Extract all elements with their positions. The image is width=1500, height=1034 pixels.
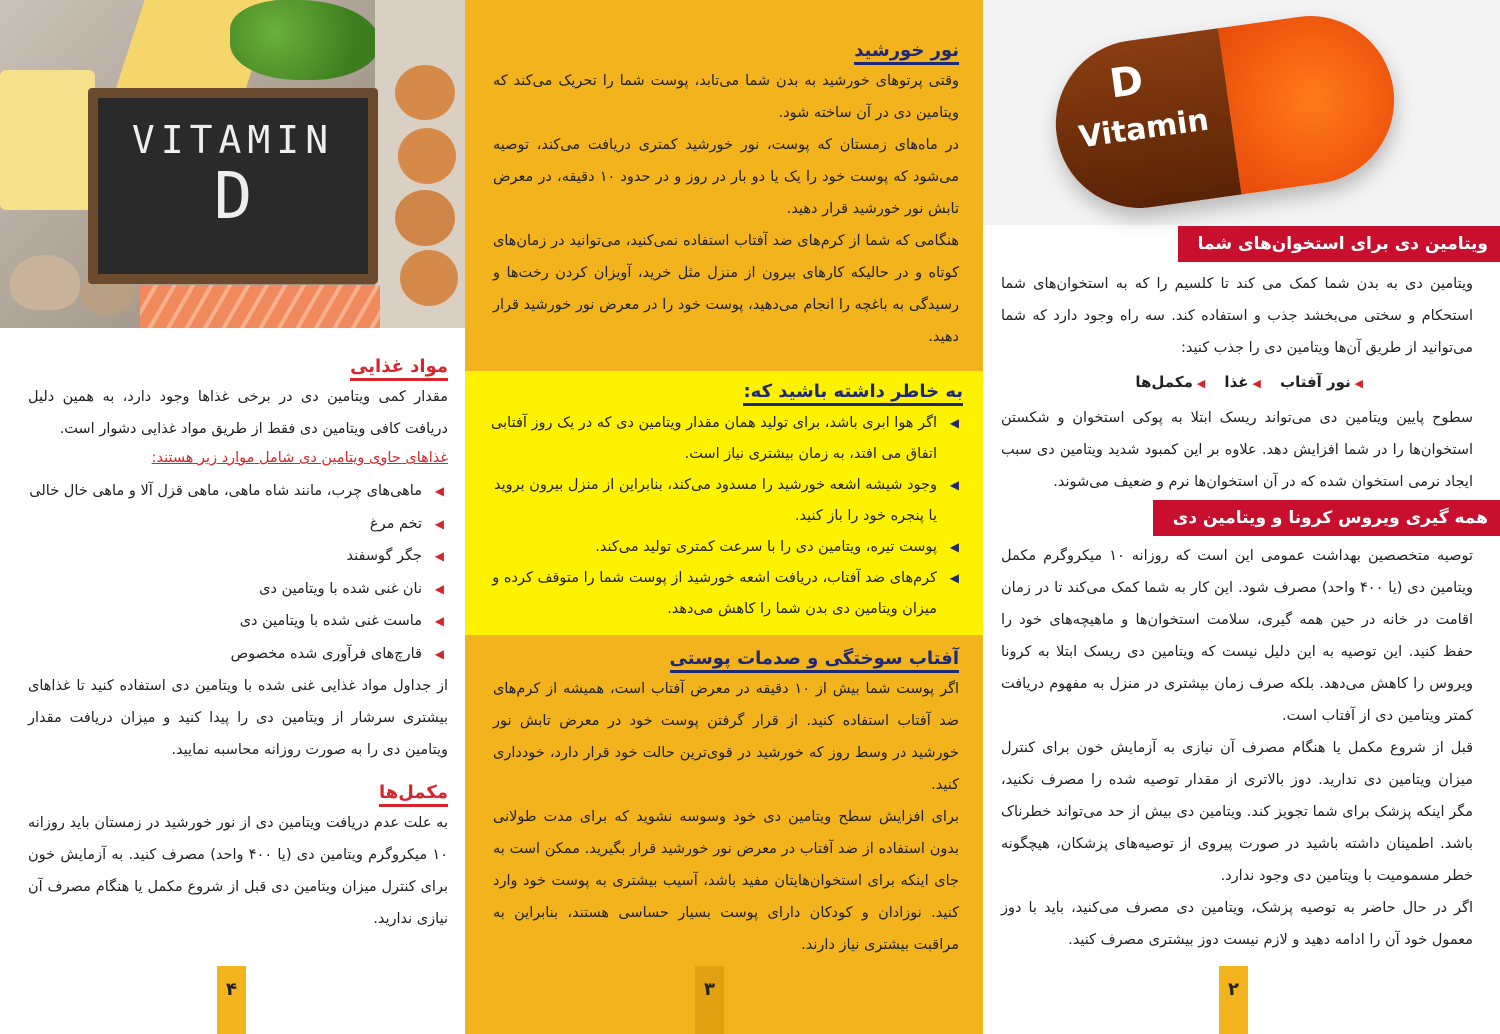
remember-box [465, 371, 983, 635]
column-page-4 [0, 0, 465, 1034]
food-subtitle: غذاهای حاوی ویتامین دی شامل موارد زیر هستند: [151, 450, 448, 466]
sunburn-text: اگر پوست شما بیش از ۱۰ دقیقه در معرض آفتاب است، همیشه از کرم‌های ضد آفتاب استفاده کنید. از قرار گرفتن پوست خود در معرض تابش نور خورشید در وسط روز که خورشید در قوی‌ترین حالت خود قرار دارد، خودداری کنید. [493, 681, 960, 793]
list-item: ◀ اگر هوا ابری باشد، برای تولید همان مقدار ویتامین دی که در یک روز آفتابی اتفاق می افتد، به زمان بیشتری نیاز است. [487, 408, 963, 470]
bullet-arrow-icon: ◀ [434, 646, 444, 661]
food-title: مواد غذایی [350, 356, 448, 381]
ways-row [1001, 364, 1473, 402]
bullet-arrow-icon: ◀ [434, 614, 444, 628]
list-item: ◀ قارچ‌های فرآوری شده مخصوص [28, 638, 448, 671]
list-item: ◀ ماست غنی شده با ویتامین دی [28, 605, 448, 638]
bullet-arrow-icon: ◀ [434, 581, 444, 596]
remember-list [487, 408, 963, 625]
list-item: ◀ کرم‌های ضد آفتاب، دریافت اشعه خورشید از پوست شما را متوقف کرده و میزان ویتامین دی بدن شما را کاهش می‌دهد. [487, 563, 963, 625]
food-list [28, 475, 448, 670]
corona-text: توصیه متخصصین بهداشت عمومی این است که روزانه ۱۰ میکروگرم مکمل ویتامین دی (یا ۴۰۰ واحد) مصرف شود. این کار به شما کمک می‌کند تا در زمان اقامت در خانه در حین همه گیری، سلامت استخوان‌ها و ماهیچه‌های خود را حفظ کنید. این توصیه به این دلیل نیست که ویتامین دی ریسک ابتلا به کرونا ویروس را کاهش می‌دهد. بلکه صرف زمان بیشتری در منزل به مفهوم دریافت کمتر ویتامین دی از آفتاب است. [1001, 548, 1474, 724]
supplements-title: مکمل‌ها [379, 782, 448, 807]
corona-title: همه گیری ویروس کرونا و ویتامین دی [1153, 500, 1500, 536]
sunlight-text-3: هنگامی که شما از کرم‌های ضد آفتاب استفاده نمی‌کنید، می‌توانید در زمان‌های کوتاه و در حالیکه کارهای بیرون از منزل مثل خرید، آویزان کردن رخت‌ها و رسیدگی به باغچه را انجام می‌دهید، پوست خود را در معرض نور خورشید قرار دهید. [493, 233, 959, 345]
corona-text-2: قبل از شروع مکمل یا هنگام مصرف آن نیازی به آزمایش خون برای کنترل میزان ویتامین دی ندارید. دوز بالاتری از مقدار توصیه شده را مصرف نکنید، مگر اینکه پزشک برای شما تجویز کند. ویتامین دی بیش از حد می‌تواند خطرناک باشد. اطمینان داشته باشید در صورت پیروی از توصیه‌های پزشکان، هیچگونه خطر مسمومیت با ویتامین دی وجود ندارد. [1001, 740, 1473, 884]
way-item: ◀ مکمل‌ها [1135, 373, 1206, 391]
list-item: ◀ جگر گوسفند [28, 540, 448, 573]
bullet-arrow-icon: ◀ [434, 516, 444, 531]
corona-text-3: اگر در حال حاضر به توصیه پزشک، ویتامین دی مصرف می‌کنید، باید با دوز معمول خود آن را ادامه دهید و لازم نیست دوز بیشتری مصرف کنید. [1001, 900, 1473, 948]
bullet-arrow-icon: ◀ [949, 540, 959, 554]
bullet-arrow-icon: ◀ [949, 416, 959, 430]
column-page-2 [983, 0, 1500, 1034]
food-text: مقدار کمی ویتامین دی در برخی غذاها وجود دارد، به همین دلیل دریافت کافی ویتامین دی فقط از طریق مواد غذایی دشوار است. [28, 389, 448, 437]
chalk-text-d: D [213, 160, 253, 234]
sunburn-title: آفتاب سوختگی و صدمات پوستی [670, 648, 959, 673]
chalk-text-vitamin: VITAMIN [131, 118, 335, 162]
way-item: ◀ غذا [1224, 373, 1261, 391]
bones-text: ویتامین دی به بدن شما کمک می کند تا کلسیم را که به استخوان‌های شما استحکام و سختی می‌بخشد جذب و استفاده کند. سه راه وجود دارد که شما می‌توانید از طریق آن‌ها ویتامین دی را جذب کنید: [1001, 276, 1473, 356]
capsule-word: Vitamin [1076, 102, 1211, 156]
vitamin-d-capsule-image [983, 0, 1500, 225]
page-number: ۴ [217, 966, 246, 1034]
vitamin-d-food-photo [0, 0, 465, 328]
list-item: ◀ تخم مرغ [28, 508, 448, 541]
sunlight-title: نور خورشید [854, 40, 959, 65]
bones-text-2: سطوح پایین ویتامین دی می‌تواند ریسک ابتلا به پوکی استخوان و شکستن استخوان‌ها را در شما افزایش دهد. علاوه بر این کمبود شدید ویتامین دی سبب ایجاد نرمی استخوان شده که در آن استخوان‌ها نرم و ضعیف می‌شوند. [1001, 410, 1473, 490]
chalkboard [88, 88, 378, 284]
page-number: ۲ [1219, 966, 1248, 1034]
bullet-arrow-icon: ◀ [949, 571, 959, 585]
bones-title: ویتامین دی برای استخوان‌های شما [1178, 226, 1500, 262]
list-item: ◀ پوست تیره، ویتامین دی را با سرعت کمتری تولید می‌کند. [487, 532, 963, 563]
capsule-letter: D [1106, 57, 1147, 108]
supplements-text: به علت عدم دریافت ویتامین دی از نور خورشید در زمستان باید روزانه ۱۰ میکروگرم ویتامین دی (یا ۴۰۰ واحد) مصرف کنید. به آزمایش خون برای کنترل میزان ویتامین دی قبل از شروع مکمل یا هنگام مصرف آن نیازی ندارید. [28, 815, 448, 927]
sunlight-text: وقتی پرتوهای خورشید به بدن شما می‌تابد، پوست شما را تحریک می‌کند که ویتامین دی در آن ساخته شود. [493, 73, 959, 121]
food-text-2: از جداول مواد غذایی غنی شده با ویتامین دی استفاده کنید تا غذاهای بیشتری سرشار از ویتامین دی را پیدا کنید و میزان دریافت مقدار ویتامین دی را به صورت روزانه محاسبه نمایید. [28, 678, 448, 758]
way-item: ◀ نور آفتاب [1280, 373, 1363, 391]
remember-title: به خاطر داشته باشید که: [743, 381, 963, 406]
list-item: ◀ وجود شیشه اشعه خورشید را مسدود می‌کند، بنابراین از منزل بیرون بروید یا پنجره خود را باز کنید. [487, 470, 963, 532]
sunlight-text-2: در ماه‌های زمستان که پوست، نور خورشید کمتری دریافت می‌کند، توصیه می‌شود که پوست خود را یک یا دو بار در روز و در حدود ۱۰ دقیقه، در معرض تابش نور خورشید قرار دهید. [493, 137, 959, 217]
page-number: ۳ [695, 966, 724, 1034]
list-item: ◀ نان غنی شده با ویتامین دی [28, 573, 448, 606]
bullet-arrow-icon: ◀ [434, 549, 444, 563]
sunburn-text-2: برای افزایش سطح ویتامین دی خود وسوسه نشوید که برای مدت طولانی بدون استفاده از ضد آفتاب در معرض نور خورشید قرار بگیرید. ممکن است به جای اینکه برای استخوان‌هایتان مفید باشد، آسیب بیشتری به پوست خود وارد کنید. نوزادان و کودکان دارای پوست بسیار حساسی هستند، بنابراین به مراقبت بیشتری نیاز دارند. [493, 809, 959, 953]
list-item: ◀ ماهی‌های چرب، مانند شاه ماهی، ماهی قزل آلا و ماهی خال خالی [28, 475, 448, 508]
bullet-arrow-icon: ◀ [949, 478, 959, 492]
bullet-arrow-icon: ◀ [434, 484, 444, 498]
column-page-3 [465, 0, 983, 1034]
